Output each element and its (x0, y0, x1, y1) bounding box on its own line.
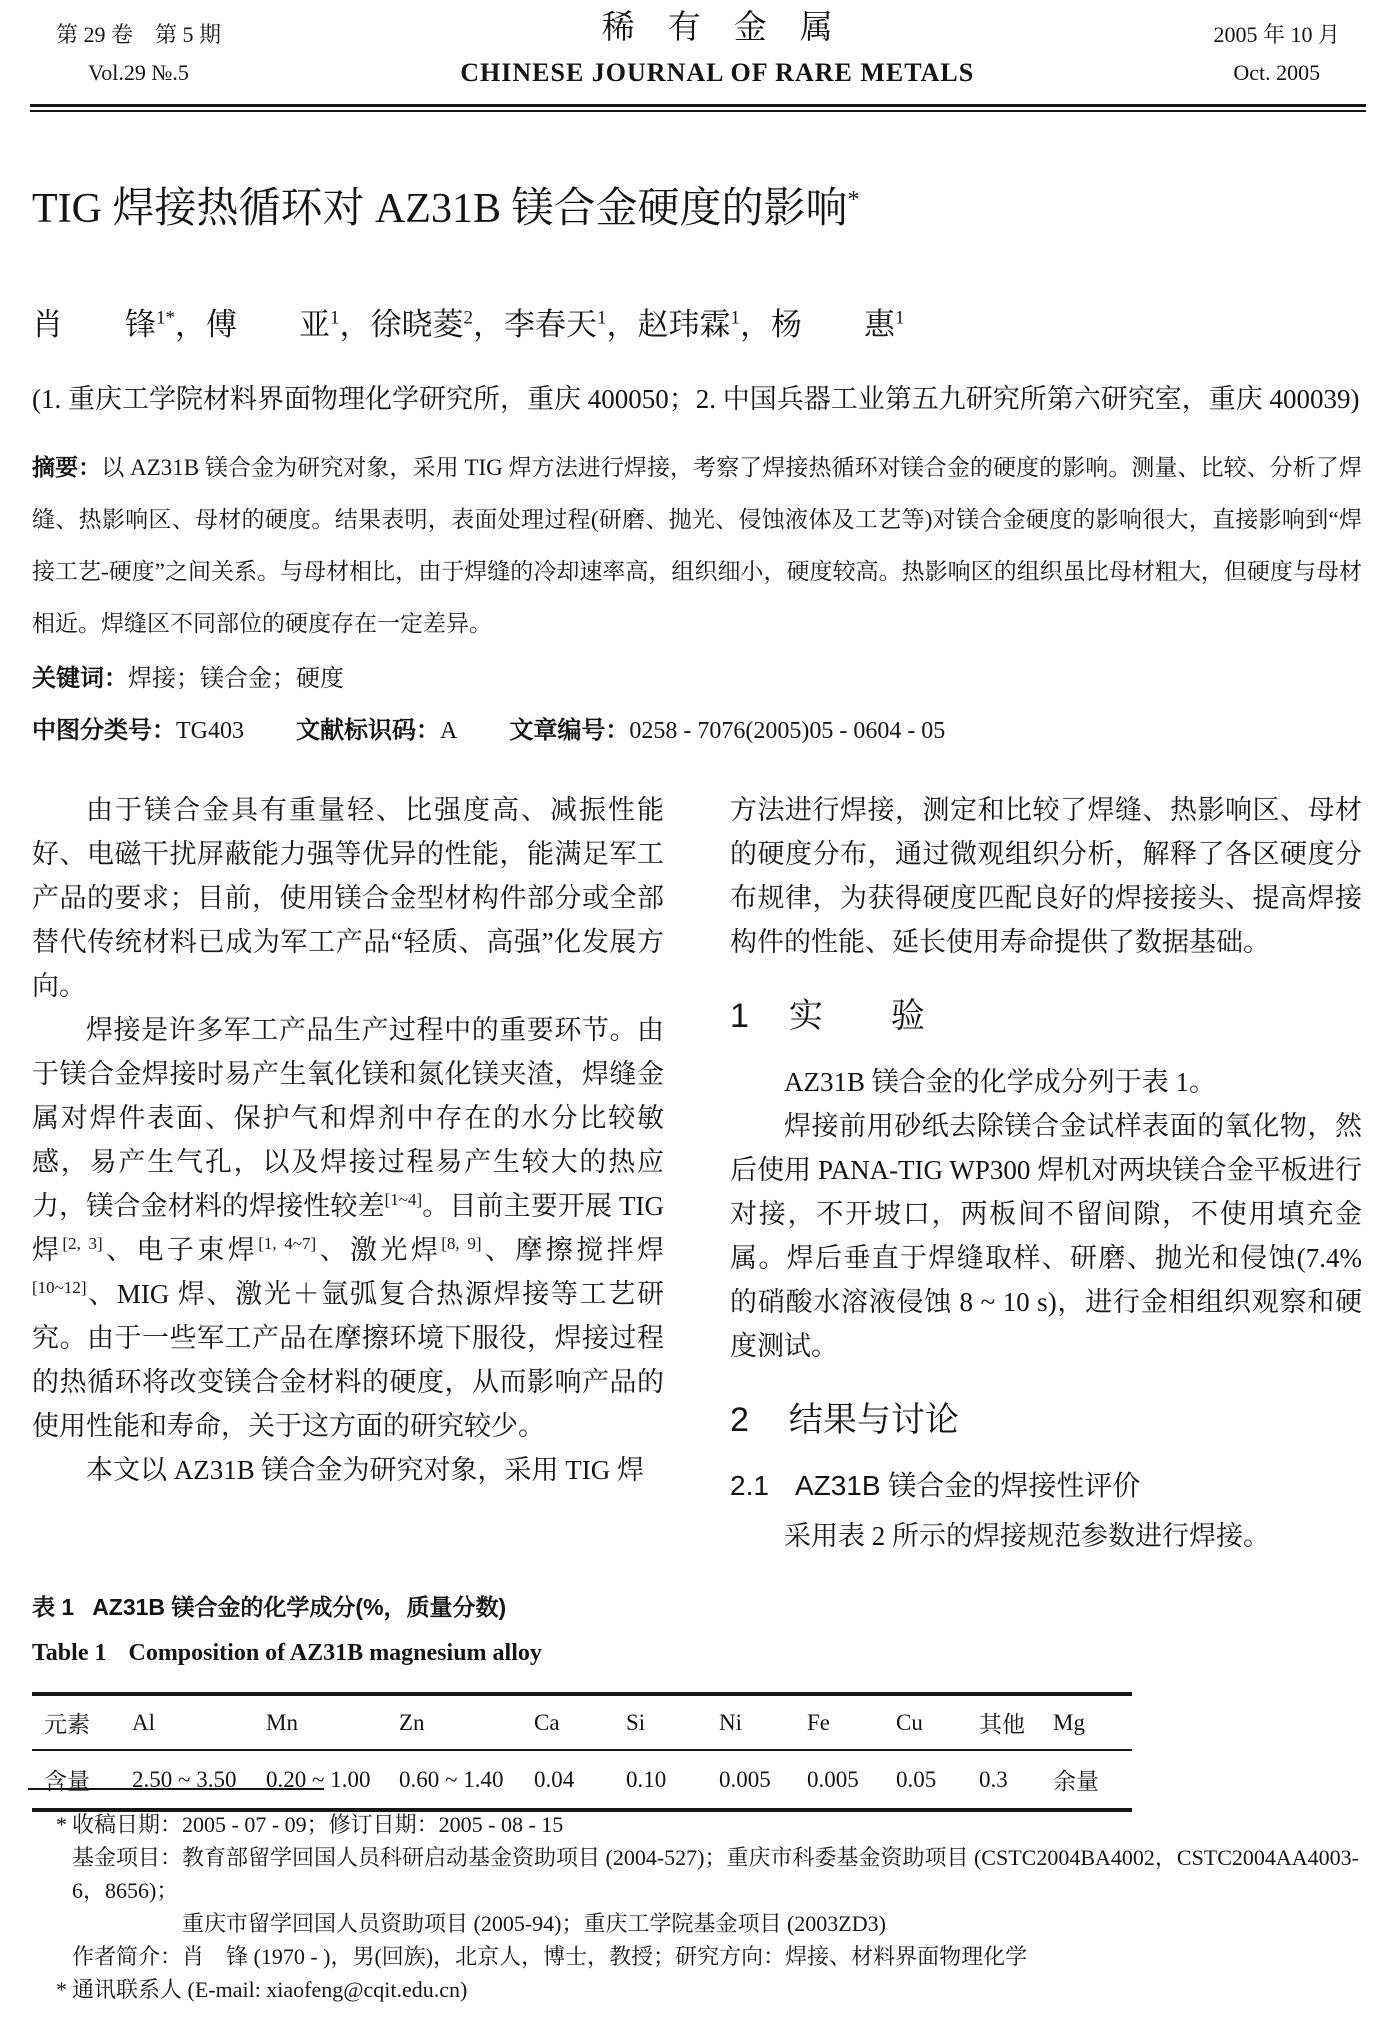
table1-caption-cn-label: 表 1 (32, 1594, 75, 1621)
journal-date-cn: 2005 年 10 月 (1213, 22, 1340, 47)
clc-group (32, 718, 244, 744)
table1-caption-en-text: Composition of AZ31B magnesium alloy (128, 1640, 542, 1667)
table1-header-cell: Mn (254, 1694, 387, 1750)
author-affiliation-superscript: 1 (330, 308, 340, 329)
journal-header (0, 0, 1396, 92)
footnote-fund-projects: 基金项目：教育部留学回国人员科研启动基金资助项目 (2004-527)；重庆市科委基金资助项目 (CSTC2004BA4002，CSTC2004AA4003-6，8656)； (72, 1845, 1360, 1903)
author-separator: ， (339, 307, 371, 343)
table1-value-cell: 含量 (44, 1769, 90, 1795)
body-right-column (730, 788, 1362, 1558)
table1-caption-en-label: Table 1 (32, 1640, 107, 1667)
table1-header-cell: Cu (884, 1694, 967, 1750)
author-name: 肖 锋 (32, 307, 156, 343)
article-no-group (509, 718, 945, 744)
subsection-number: 2.1 (730, 1470, 769, 1502)
table1-block (32, 1592, 1362, 1812)
table1-header-cell: Zn (387, 1694, 522, 1750)
table1-header-cell: Al (120, 1694, 254, 1750)
doc-code-label: 文献标识码： (296, 717, 440, 745)
keywords-text: 焊接；镁合金；硬度 (128, 666, 344, 693)
journal-date (1213, 8, 1340, 92)
body-paragraph (32, 1448, 664, 1492)
section-number: 2 (730, 1401, 749, 1440)
body-columns (32, 788, 1362, 1558)
footnote-row (32, 1907, 1362, 1940)
journal-name-en: CHINESE JOURNAL OF RARE METALS (460, 58, 975, 87)
table1-value-cell: 0.20 ~ 1.00 (266, 1766, 371, 1792)
subsection-title: AZ31B 镁合金的焊接性评价 (794, 1470, 1141, 1502)
table1-value-cell: 0.005 (807, 1766, 859, 1792)
table1-value-cell: 0.3 (979, 1766, 1008, 1792)
table1-header-cell: Mg (1041, 1694, 1132, 1750)
table1-header-cell: 元素 (32, 1694, 120, 1750)
footnote-separator (28, 1788, 324, 1790)
citation-superscript: [10~12] (32, 1278, 87, 1298)
citation-superscript: [1, 4~7] (258, 1234, 317, 1254)
text-run: 焊接是许多军工产品生产过程中的重要环节。由于镁合金焊接时易产生氧化镁和氮化镁夹渣，焊缝金属对焊件表面、保护气和焊剂中存在的水分比较敏感，易产生气孔，以及焊接过程易产生较大的热应力，镁合金材料的焊接性较差 (32, 1015, 664, 1222)
author-list (32, 299, 1362, 345)
table1-value-cell: 0.10 (626, 1766, 667, 1792)
text-run: 、激光焊 (316, 1235, 442, 1266)
text-run: AZ31B 镁合金的化学成分列于表 1。 (784, 1067, 1216, 1098)
abstract-label: 摘要： (32, 454, 102, 481)
section-heading-experiment (730, 994, 1362, 1038)
journal-issue (56, 8, 221, 92)
subsection-heading-weldability (730, 1466, 1362, 1506)
classification-meta (32, 714, 1362, 748)
doc-code-group (296, 718, 457, 744)
body-paragraph (730, 788, 1362, 964)
text-run: 焊接前用砂纸去除镁合金试样表面的氧化物，然后使用 PANA-TIG WP300 焊机对两块镁合金平板进行对接，不开坡口，两板间不留间隙，不使用填充金属。焊后垂直于焊缝取样、研磨、抛光和侵蚀(7.4%的硝酸水溶液侵蚀 8 ~ 10 s)，进行金相组织观察和硬度测试。 (730, 1111, 1362, 1362)
text-run: 。目前主要开展 TIG 焊 (32, 1191, 665, 1266)
table1-value-cell: 0.60 ~ 1.40 (399, 1766, 504, 1792)
footnote-corresponding-author: 通讯联系人 (E-mail: xiaofeng@cqit.edu.cn) (72, 1977, 468, 2002)
journal-issue-cn: 第 29 卷 第 5 期 (56, 22, 222, 47)
article-title-text: TIG 焊接热循环对 AZ31B 镁合金硬度的影响 (32, 186, 848, 232)
table1-header-row (32, 1694, 1132, 1750)
keywords (32, 662, 1362, 696)
table1-header-cell: 其他 (967, 1694, 1041, 1750)
footnote-marker (32, 1940, 72, 1973)
author-name: 杨 惠 (771, 307, 895, 343)
footnote-marker: * (56, 1812, 67, 1837)
footnote-marker (32, 1907, 72, 1940)
text-run: 、电子束焊 (102, 1235, 259, 1266)
journal-date-en: Oct. 2005 (1233, 60, 1321, 85)
section-title: 结果与讨论 (788, 1401, 959, 1440)
citation-superscript: [8, 9] (441, 1234, 482, 1254)
author-affiliation-superscript: 1 (895, 308, 905, 329)
section-title: 实 验 (788, 997, 925, 1036)
footnote-author-bio: 作者简介：肖 锋 (1970 - )，男(回族)，北京人，博士，教授；研究方向：焊接、材料界面物理化学 (72, 1944, 1028, 1969)
author (206, 307, 340, 342)
table1-header-cell: Si (614, 1694, 707, 1750)
citation-superscript: [2, 3] (62, 1234, 103, 1254)
abstract-text: 以 AZ31B 镁合金为研究对象，采用 TIG 焊方法进行焊接，考察了焊接热循环对镁合金的硬度的影响。测量、比较、分析了焊缝、热影响区、母材的硬度。结果表明，表面处理过程(研磨、抛光、侵蚀液体及工艺等)对镁合金硬度的影响很大，直接影响到“焊接工艺-硬度”之间关系。与母材相比，由于焊缝的冷却速率高，组织细小，硬度较高。热影响区的组织虽比母材粗大，但硬度与母材相近。焊缝区不同部位的硬度存在一定差异。 (32, 455, 1362, 637)
table1-value-cell: 0.04 (534, 1766, 575, 1792)
citation-superscript: [1~4] (384, 1190, 423, 1210)
author-name: 赵玮霖 (637, 307, 731, 343)
table1-value-cell: 0.05 (896, 1766, 937, 1792)
journal-name (221, 8, 1213, 90)
author (371, 307, 474, 342)
author (32, 307, 175, 342)
body-paragraph (32, 788, 664, 1008)
table1-header-cell: Ca (522, 1694, 614, 1750)
author-separator: ， (606, 307, 638, 343)
author (638, 307, 741, 342)
author-affiliation-superscript: 2 (463, 308, 473, 329)
table1-value-cell: 余量 (1053, 1769, 1099, 1795)
journal-issue-en: Vol.29 №.5 (88, 60, 189, 85)
author-name: 李春天 (504, 307, 597, 343)
author-separator: ， (473, 307, 504, 343)
author-separator: ， (740, 307, 771, 343)
body-left-column (32, 788, 664, 1558)
author (504, 307, 607, 342)
title-footnote-marker: * (847, 187, 860, 213)
footnote-row (32, 1808, 1362, 1841)
author-affiliation-superscript: 1 (597, 308, 607, 329)
doc-code-value: A (440, 718, 458, 745)
body-paragraph (730, 1104, 1362, 1368)
author (771, 307, 905, 342)
text-run: 采用表 2 所示的焊接规范参数进行焊接。 (784, 1521, 1270, 1552)
author-affiliation-superscript: 1* (156, 308, 175, 329)
footnote-row (32, 1841, 1362, 1907)
table1-header-cell: Ni (707, 1694, 795, 1750)
text-run: 由于镁合金具有重量轻、比强度高、减振性能好、电磁干扰屏蔽能力强等优异的性能，能满足军工产品的要求；目前，使用镁合金型材构件部分或全部替代传统材料已成为军工产品“轻质、高强”化发展方向。 (32, 795, 664, 1002)
page-title (32, 174, 1362, 235)
abstract (32, 441, 1362, 650)
author-affiliation-superscript: 1 (730, 308, 740, 329)
clc-value: TG403 (176, 718, 244, 745)
journal-name-cn: 稀 有 金 属 (601, 10, 833, 46)
table1-caption-cn (32, 1592, 1362, 1622)
keywords-label: 关键词： (32, 665, 128, 693)
table1-header-cell: Fe (795, 1694, 884, 1750)
text-run: 、摩擦搅拌焊 (481, 1235, 665, 1266)
table1-caption-cn-text: AZ31B 镁合金的化学成分(%，质量分数) (92, 1594, 507, 1621)
section-heading-results (730, 1398, 1362, 1442)
section-number: 1 (730, 997, 749, 1036)
body-paragraph (730, 1060, 1362, 1104)
footnote-received-dates: 收稿日期：2005 - 07 - 09；修订日期：2005 - 08 - 15 (72, 1812, 564, 1837)
header-divider (30, 104, 1366, 112)
author-name: 徐晓菱 (370, 307, 464, 343)
body-paragraph (32, 1008, 664, 1448)
article-no-label: 文章编号： (509, 717, 630, 745)
article-no-value: 0258 - 7076(2005)05 - 0604 - 05 (629, 718, 946, 745)
footnote-fund-projects-cont: 重庆市留学回国人员资助项目 (2005-94)；重庆工学院基金项目 (2003ZD3) (182, 1911, 886, 1936)
footnote-row (32, 1973, 1362, 2006)
body-paragraph (730, 1514, 1362, 1558)
table1-value-cell: 0.005 (719, 1766, 771, 1792)
author-name: 傅 亚 (206, 307, 330, 343)
author-separator: ， (175, 307, 206, 343)
footnote-row (32, 1940, 1362, 1973)
text-run: 、MIG 焊、激光＋氩弧复合热源焊接等工艺研究。由于一些军工产品在摩擦环境下服役，焊接过程的热循环将改变镁合金材料的硬度，从而影响产品的使用性能和寿命，关于这方面的研究较少。 (32, 1279, 664, 1442)
table1-caption-en (32, 1638, 1362, 1668)
footnote-marker: * (56, 1977, 67, 2002)
footnote-marker (32, 1841, 72, 1907)
text-run: 方法进行焊接，测定和比较了焊缝、热影响区、母材的硬度分布，通过微观组织分析，解释了各区硬度分布规律，为获得硬度匹配良好的焊接接头、提高焊接构件的性能、延长使用寿命提供了数据基础。 (730, 795, 1362, 958)
text-run: 本文以 AZ31B 镁合金为研究对象，采用 TIG 焊 (86, 1455, 644, 1486)
affiliation: (1. 重庆工学院材料界面物理化学研究所，重庆 400050；2. 中国兵器工业第五九研究所第六研究室，重庆 400039) (32, 384, 1360, 415)
footnote-block (32, 1788, 1362, 2006)
table1-value-cell: 2.50 ~ 3.50 (132, 1766, 237, 1792)
clc-label: 中图分类号： (32, 717, 176, 745)
